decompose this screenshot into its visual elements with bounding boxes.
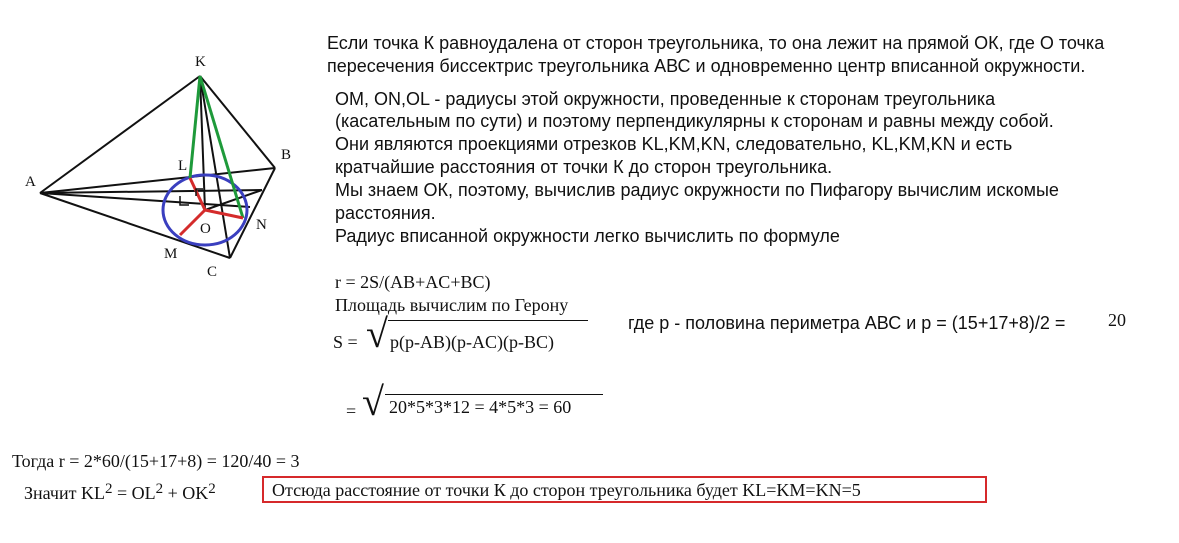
kl-part-a: Значит KL (24, 483, 105, 503)
label-C: C (207, 264, 218, 280)
paragraph1-line2: пересечения биссектрис треугольника АВС и одновременно центр вписанной окружности. (327, 56, 1086, 76)
kl-sup-3: 2 (208, 481, 216, 497)
heron-caption: Площадь вычислим по Герону (335, 295, 569, 315)
paragraph1-line1: Если точка К равноудалена от сторон треугольника, то она лежит на прямой ОК, где О точка (327, 33, 1105, 53)
label-L: L (178, 158, 188, 174)
sqrt-vinculum-2 (385, 394, 603, 395)
paragraph2-line1: ОМ, ON,OL - радиусы этой окружности, проведенные к сторонам треугольника (335, 89, 996, 109)
kl-part-c: + OK (163, 483, 209, 503)
sqrt-sign-1: √ (366, 311, 388, 356)
label-M: M (164, 246, 178, 262)
paragraph2-line2: (касательным по сути) и поэтому перпендикулярны к сторонам и равны между собой. (335, 111, 1054, 131)
kl-sup-1: 2 (104, 481, 113, 497)
label-B: B (281, 147, 292, 163)
paragraph2-line4: кратчайшие расстояния от точки К до сторон треугольника. (335, 157, 833, 177)
s-prefix: S = (333, 332, 358, 352)
sqrt-vinculum-1 (388, 320, 588, 321)
p-value: 20 (1108, 310, 1126, 330)
sqrt-sign-2: √ (362, 379, 384, 424)
label-K: K (195, 54, 206, 70)
kl-equation (24, 482, 216, 504)
pyramid-figure (0, 0, 320, 300)
label-O: O (200, 221, 211, 237)
eq-prefix: = (346, 401, 357, 421)
p-note: где р - половина периметра АВС и р = (15+17+8)/2 = (628, 313, 1066, 333)
kl-part-b: = OL (112, 483, 156, 503)
paragraph2-line3: Они являются проекциями отрезков KL,KM,KN, следовательно, KL,KM,KN и есть (335, 134, 1013, 154)
label-A: A (25, 174, 36, 190)
eq-radicand: 20*5*3*12 = 4*5*3 = 60 (389, 397, 572, 417)
conclusion-text: Отсюда расстояние от точки К до сторон треугольника будет KL=KM=KN=5 (272, 480, 861, 500)
paragraph2-line5: Мы знаем ОК, поэтому, вычислив радиус окружности по Пифагору вычислим искомые (335, 180, 1059, 200)
s-radicand: p(p-AB)(p-AC)(p-BC) (390, 332, 554, 352)
paragraph2-line6: расстояния. (335, 203, 436, 223)
formula-r: r = 2S/(AB+AC+BC) (335, 272, 491, 292)
then-r-line: Тогда r = 2*60/(15+17+8) = 120/40 = 3 (12, 451, 300, 471)
paragraph2-line7: Радиус вписанной окружности легко вычислить по формуле (335, 226, 840, 246)
label-N: N (256, 217, 267, 233)
kl-sup-2: 2 (155, 481, 164, 497)
